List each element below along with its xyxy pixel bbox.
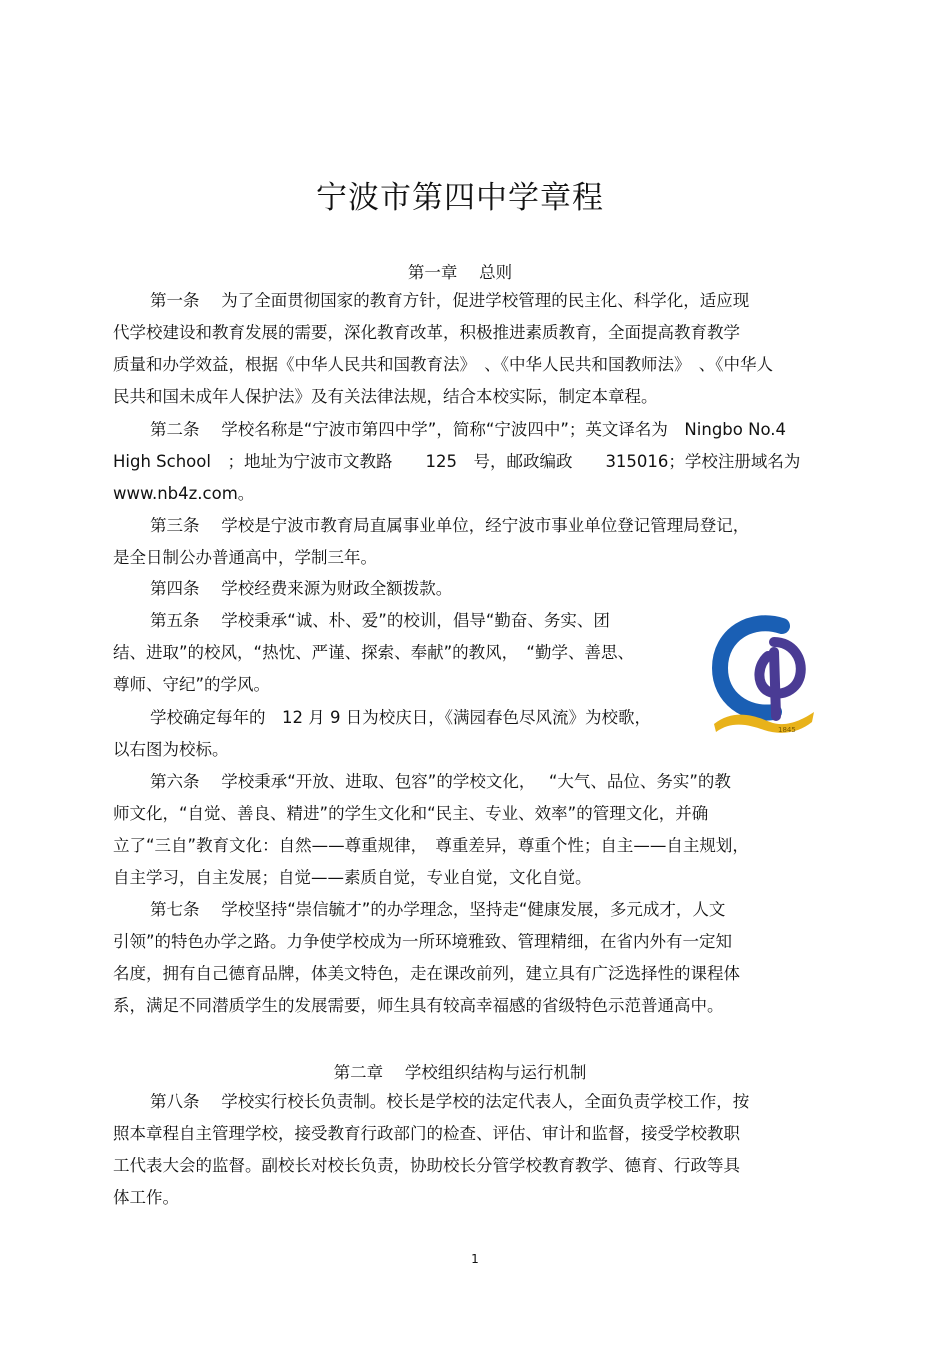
page-number: 1 xyxy=(471,1252,479,1266)
article-7-line-4: 系，满足不同潜质学生的发展需要，师生具有较高幸福感的省级特色示范普通高中。 xyxy=(113,996,724,1015)
article-2-line-3: www.nb4z.com。 xyxy=(113,484,255,503)
article-5-line-4: 学校确定每年的 12 月 9 日为校庆日，《满园春色尽风流》为校歌， xyxy=(150,708,651,727)
article-8-line-2: 照本章程自主管理学校，接受教育行政部门的检查、评估、审计和监督，接受学校教职 xyxy=(113,1124,740,1143)
article-6-line-3: 立了“三自”教育文化：自然——尊重规律， 尊重差异，尊重个性；自主——自主规划， xyxy=(113,836,749,855)
article-7-line-2: 引领”的特色办学之路。力争使学校成为一所环境雅致、管理精细，在省内外有一定知 xyxy=(113,932,733,951)
article-6-line-2: 师文化，“自觉、善良、精进”的学生文化和“民主、专业、效率”的管理文化，并确 xyxy=(113,804,709,823)
article-5-line-1: 第五条 学校秉承“诚、朴、爱”的校训，倡导“勤奋、务实、团 xyxy=(150,611,610,630)
emblem-year-text: 1845 xyxy=(778,726,796,734)
article-8-line-4: 体工作。 xyxy=(113,1188,179,1207)
article-4-line-1: 第四条 学校经费来源为财政全额拨款。 xyxy=(150,579,453,598)
article-5-line-3: 尊师、守纪”的学风。 xyxy=(113,675,271,694)
article-7-line-3: 名度，拥有自己德育品牌，体美文特色，走在课改前列，建立具有广泛选择性的课程体 xyxy=(113,964,740,983)
chapter-2-heading: 第二章 学校组织结构与运行机制 xyxy=(333,1063,587,1082)
document-title: 宁波市第四中学章程 xyxy=(316,180,604,216)
article-5-line-2: 结、进取”的校风，“热忱、严谨、探索、奉献”的教风， “勤学、善思、 xyxy=(113,643,634,662)
article-6-line-4: 自主学习，自主发展；自觉——素质自觉，专业自觉，文化自觉。 xyxy=(113,868,592,887)
article-1-line-2: 代学校建设和教育发展的需要，深化教育改革，积极推进素质教育，全面提高教育教学 xyxy=(113,323,740,342)
article-2-line-2: High School ；地址为宁波市文教路 125 号，邮政编政 315016；学校注册域名为 xyxy=(113,452,801,471)
school-emblem-icon xyxy=(712,612,816,736)
article-7-line-1: 第七条 学校坚持“崇信毓才”的办学理念，坚持走“健康发展，多元成才，人文 xyxy=(150,900,726,919)
article-3-line-2: 是全日制公办普通高中，学制三年。 xyxy=(113,548,377,567)
chapter-1-heading: 第一章 总则 xyxy=(407,263,513,282)
article-3-line-1: 第三条 学校是宁波市教育局直属事业单位，经宁波市事业单位登记管理局登记， xyxy=(150,516,750,535)
article-2-line-1: 第二条 学校名称是“宁波市第四中学”，简称“宁波四中”；英文译名为 Ningbo No.4 xyxy=(150,420,786,439)
article-1-line-4: 民共和国未成年人保护法》及有关法律法规，结合本校实际，制定本章程。 xyxy=(113,387,658,406)
article-8-line-1: 第八条 学校实行校长负责制。校长是学校的法定代表人，全面负责学校工作，按 xyxy=(150,1092,750,1111)
article-8-line-3: 工代表大会的监督。副校长对校长负责，协助校长分管学校教育教学、德育、行政等具 xyxy=(113,1156,740,1175)
article-1-line-1: 第一条 为了全面贯彻国家的教育方针，促进学校管理的民主化、科学化，适应现 xyxy=(150,291,750,310)
article-5-line-5: 以右图为校标。 xyxy=(113,740,229,759)
article-6-line-1: 第六条 学校秉承“开放、进取、包容”的学校文化， “大气、品位、务实”的教 xyxy=(150,772,731,791)
article-1-line-3: 质量和办学效益，根据《中华人民共和国教育法》 、《中华人民共和国教师法》 、《中华人 xyxy=(113,355,773,374)
